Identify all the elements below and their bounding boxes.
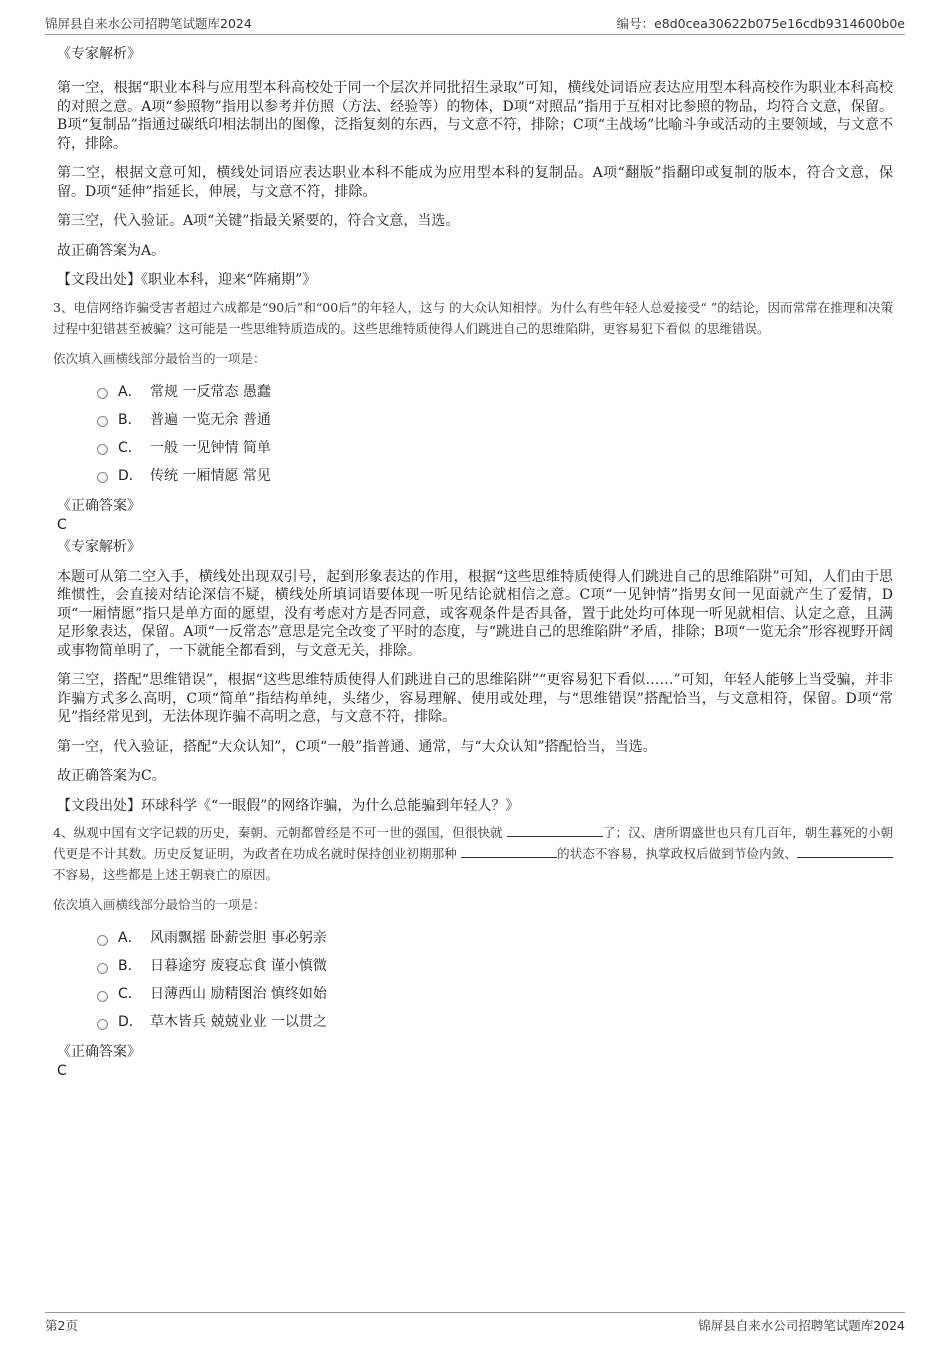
q4-answer: C [57,1063,67,1079]
q3-analysis-p3: 第一空，代入验证，搭配“大众认知”，C项“一般”指普通、通常，与“大众认知”搭配恰当，当选。 [57,738,657,755]
q3-analysis-p1: 本题可从第二空入手，横线处出现双引号，起到形象表达的作用，根据“这些思维特质使得人们跳进自己的思维陷阱”可知，人们由于思维惯性，会直接对结论深信不疑，横线处所填词语要体现一听见结论就相信之意。C项“一见钟情”指男女间一见面就产生了爱情，D项“一厢情愿”指只是单方面的愿望，没有考虑对方是否同意，或客观条件是否具备，置于此处均可体现一听见就相信、认定之意，且满足形象表达，保留。A项“一反常态”意思是完全改变了平时的态度，与“跳进自己的思维陷阱”矛盾，排除；B项“一览无余”形容视野开阔或事物简单明了，一下就能全都看到，与文意无关，排除。 [57,568,893,659]
radio-icon[interactable] [97,935,108,946]
q3-source: 【文段出处】环球科学《“一眼假”的网络诈骗，为什么总能骗到年轻人？》 [57,797,520,814]
blank-line [507,823,603,837]
radio-icon[interactable] [97,963,108,974]
q4-answer-label: 《正确答案》 [57,1044,141,1060]
q3-option-c[interactable]: C． 一般 一见钟情 简单 [97,434,893,462]
footer-title: 锦屏县自来水公司招聘笔试题库2024 [698,1318,905,1333]
q3-text: 3、电信网络诈骗受害者超过六成都是“90后”和“00后”的年轻人，这与 的大众认知相悖。为什么有些年轻人总爱接受“ ”的结论，因而常常在推理和决策过程中犯错甚至被骗？这可能是一些思维特质造成的。这些思维特质使得人们跳进自己的思维陷阱，更容易犯下看似 的思维错误。 [53,299,893,336]
q4-option-b[interactable]: B． 日暮途穷 废寝忘食 谨小慎微 [97,952,893,980]
radio-icon[interactable] [97,388,108,399]
radio-icon[interactable] [97,416,108,427]
q3-answer-label: 《正确答案》 [57,497,141,514]
page-footer [45,1312,905,1333]
radio-icon[interactable] [97,991,108,1002]
footer-page-number: 第2页 [45,1318,78,1333]
blank-line [797,844,893,858]
q4-prompt: 依次填入画横线部分最恰当的一项是： [53,897,266,912]
q4-text: 4、纵观中国有文字记载的历史，秦朝、元朝都曾经是不可一世的强国，但很快就 了；汉、唐所谓盛世也只有几百年，朝生暮死的小朝代更是不计其数。历史反复证明，为政者在功成名就时保持创业初期那种 的状态不容易，执掌政权后做到节俭内敛、不容易，这些都是上述王朝衰亡的原因。 [53,825,893,882]
q3-options [57,378,893,490]
radio-icon[interactable] [97,444,108,455]
q2-analysis-p4: 故正确答案为A。 [57,242,166,259]
q2-analysis-label: 《专家解析》 [57,46,141,62]
q4-option-d[interactable]: D． 草木皆兵 兢兢业业 一以贯之 [97,1008,893,1036]
page-header [45,14,905,35]
q2-analysis-p1: 第一空，根据“职业本科与应用型本科高校处于同一个层次并同批招生录取”可知，横线处词语应表达应用型本科高校作为职业本科高校的对照之意。A项“参照物”指用以参考并仿照（方法、经验等）的物体，D项“对照品”指用于互相对比参照的物品，均符合文意，保留。B项“复制品”指通过碳纸印相法制出的图像，泛指复刻的东西，与文意不符，排除；C项“主战场”比喻斗争或活动的主要领域，与文意不符，排除。 [57,80,893,152]
header-title: 锦屏县自来水公司招聘笔试题库2024 [45,16,252,31]
radio-icon[interactable] [97,472,108,483]
q2-analysis-p3: 第三空，代入验证。A项“关键”指最关紧要的，符合文意，当选。 [57,213,460,229]
q3-option-a[interactable]: A． 常规 一反常态 愚蠢 [97,378,893,406]
q2-source: 【文段出处】《职业本科，迎来“阵痛期”》 [57,272,317,288]
q3-analysis-p4: 故正确答案为C。 [57,768,166,784]
q3-answer: C [57,516,67,533]
q3-analysis-label: 《专家解析》 [57,538,141,555]
q2-analysis-p2: 第二空，根据文意可知，横线处词语应表达职业本科不能成为应用型本科的复制品。A项“翻版”指翻印或复制的版本，符合文意，保留。D项“延伸”指延长，伸展，与文意不符，排除。 [57,165,893,200]
header-code: 编号：e8d0cea30622b075e16cdb9314600b0e [616,16,905,31]
q4-option-a[interactable]: A． 风雨飘摇 卧薪尝胆 事必躬亲 [97,924,893,952]
blank-line [461,844,557,858]
q3-option-b[interactable]: B． 普遍 一览无余 普通 [97,406,893,434]
q3-option-d[interactable]: D． 传统 一厢情愿 常见 [97,462,893,490]
q3-prompt: 依次填入画横线部分最恰当的一项是： [53,350,266,366]
q4-options [57,924,893,1036]
q4-option-c[interactable]: C． 日薄西山 励精图治 慎终如始 [97,980,893,1008]
page-content [53,44,893,1080]
radio-icon[interactable] [97,1019,108,1030]
q3-analysis-p2: 第三空，搭配“思维错误”，根据“这些思维特质使得人们跳进自己的思维陷阱”“更容易犯下看似……”可知，年轻人能够上当受骗，并非诈骗方式多么高明，C项“简单”指结构单纯，头绪少，容易理解、使用或处理，与“思维错误”搭配恰当，与文意相符，保留。D项“常见”指经常见到，无法体现诈骗不高明之意，与文意不符，排除。 [57,672,893,725]
